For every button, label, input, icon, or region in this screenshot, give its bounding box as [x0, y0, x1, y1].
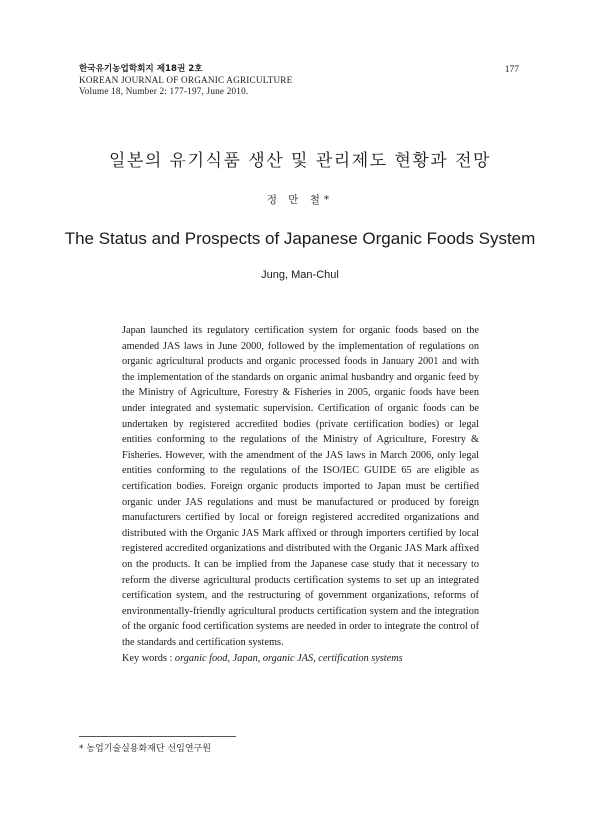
- journal-english-name: KOREAN JOURNAL OF ORGANIC AGRICULTURE: [79, 75, 293, 85]
- author-korean: 정 만 철*: [266, 194, 334, 206]
- footnote: * 농업기술실용화재단 선임연구원: [79, 744, 211, 754]
- abstract: Japan launched its regulatory certification system for organic foods based on the amended JAS laws in June 2000, followed by the implementation of regulations on organic agricultural products and organic processed foods in January 2001 and with the implementation of the standards on organic animal husbandry and organic feed by the Ministry of Agriculture, Forestry & Fisheries in 2005, organic foods have been under integrated and systematic supervision. Certification of organic foods can be undertaken by registered accredited bodies (private certification bodies) or legal entities conforming to the regulations of the Ministry of Agriculture, Forestry & Fisheries. However, with the amendment of the JAS laws in March 2006, only legal entities conforming to the regulations of the ISO/IEC GUIDE 65 are eligible as certification bodies. Foreign organic products imported to Japan must be certified organic under JAS regulations and must be manufactured or produced by foreign manufacturers certified by local or foreign registered accredited organizations and distributed with the Organic JAS Mark affixed or through importers certified by local registered accredited organizations and distributed with the Organic JAS Mark affixed on the products. It can be implied from the Japanese case study that it necessary to reform the diverse agricultural products certification systems to set up an integrated certification system, and the restructuring of government organizations, reforms of environmentally-friendly agricultural products certification system and the integration of the organic food certification systems are needed in order to integrate the control of the standards and certification systems.: [122, 325, 479, 648]
- journal-volume-info: Volume 18, Number 2: 177-197, June 2010.: [79, 86, 249, 96]
- article-title-english: The Status and Prospects of Japanese Organic Foods System: [64, 229, 536, 248]
- article-title-korean: 일본의 유기식품 생산 및 관리제도 현황과 전망: [109, 151, 491, 171]
- page-number: 177: [504, 65, 519, 75]
- keywords: [122, 653, 403, 664]
- keywords-values: organic food, Japan, organic JAS, certification systems: [174, 653, 403, 664]
- journal-korean-name: 한국유기농업학회지 제18권 2호: [79, 64, 203, 74]
- author-english: Jung, Man-Chul: [261, 269, 339, 281]
- journal-header: [79, 64, 292, 97]
- keywords-label: Key words :: [122, 653, 173, 664]
- footnote-divider: [79, 736, 236, 737]
